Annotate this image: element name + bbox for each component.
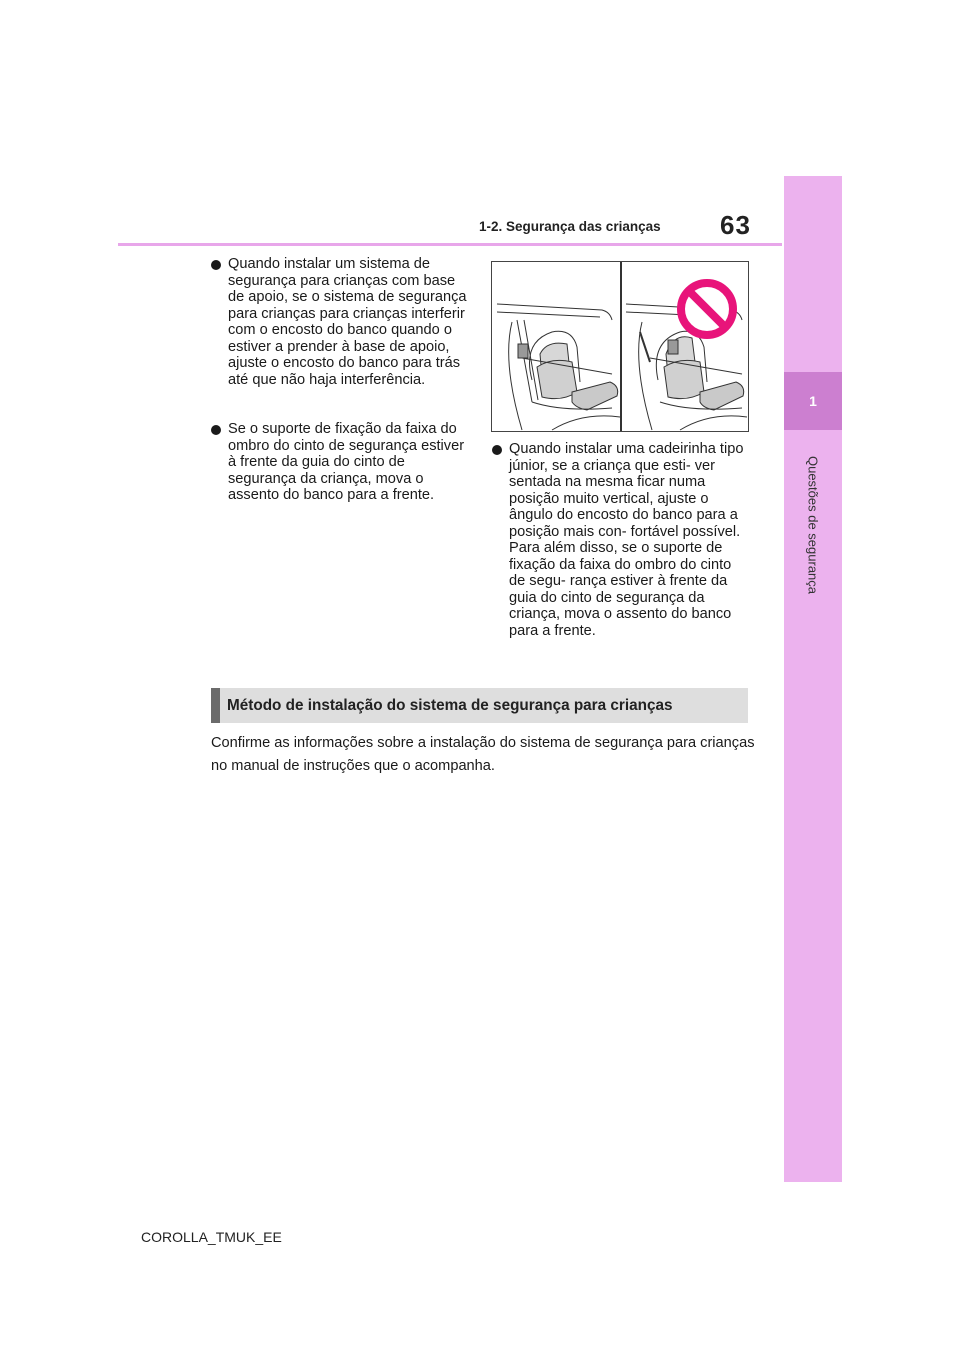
heading-accent-bar <box>211 688 220 723</box>
bullet-dot-icon <box>211 425 221 435</box>
page-number: 63 <box>720 210 751 240</box>
subsection-body: Confirme as informações sobre a instalação do sistema de segurança para crianças no manual de instruções que o acompanha. <box>211 735 755 774</box>
bullet-text: Se o suporte de fixação da faixa do ombro do cinto de segurança estiver à frente da guia do cinto de segurança da criança, mova o assento do banco para a frente. <box>228 421 465 503</box>
prohibition-icon <box>681 283 733 335</box>
header-divider <box>118 243 782 246</box>
chapter-label: Questões de segurança <box>805 455 821 595</box>
child-seat-illustration <box>491 261 749 432</box>
bullet-text: Quando instalar uma cadeirinha tipo júnior, se a criança que esti- ver sentada na mesma ficar numa posição muito vertical, ajuste o ângulo do encosto do banco para a posição mais con- fortável possível. Para além disso, se o suporte de fixação da faixa do ombro do cinto de segu- rança estiver à frente da guia do cinto de segurança da criança, mova o assento do banco para a frente. <box>509 441 744 639</box>
bullet-item <box>509 441 749 639</box>
bullet-item <box>228 256 468 388</box>
subsection-heading-text: Método de instalação do sistema de segurança para crianças <box>227 697 673 714</box>
section-title: 1-2. Segurança das crianças <box>479 219 661 234</box>
chapter-number: 1 <box>809 393 817 409</box>
bullet-text: Quando instalar um sistema de segurança para crianças com base de apoio, se o sistema de segurança para crianças para crianças interferir com o encosto do banco quando o estiver a prender à base de apoio, ajuste o encosto do banco para trás até que não haja interferência. <box>228 256 467 388</box>
bullet-dot-icon <box>211 260 221 270</box>
seat-drawing <box>492 262 748 431</box>
bullet-dot-icon <box>492 445 502 455</box>
subsection-heading <box>211 688 748 723</box>
side-chapter-tab <box>784 176 842 1182</box>
footer-document-code: COROLLA_TMUK_EE <box>141 1229 282 1245</box>
bullet-item <box>228 421 468 504</box>
